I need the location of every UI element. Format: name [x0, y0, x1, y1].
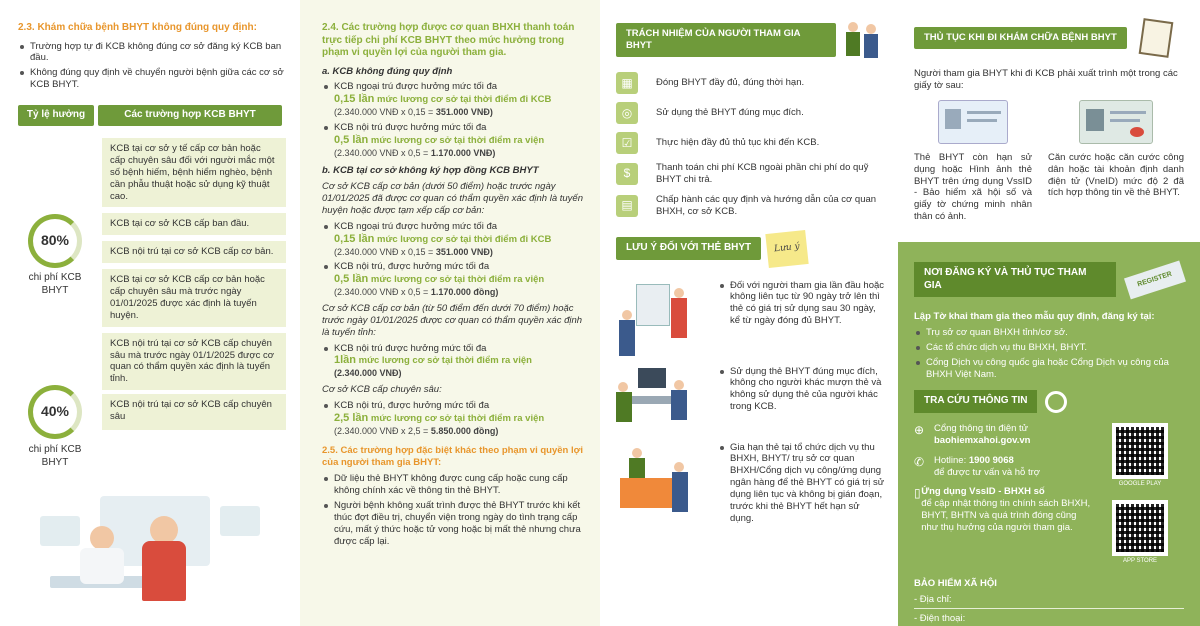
intro-provincial-level: Cơ sở KCB cấp cơ bản (từ 50 điểm đến dưới 70 điểm) hoặc trước ngày 01/01/2025 được cơ quan có thẩm quyền xác định là tuyến tỉnh:	[322, 302, 583, 338]
registration-title: Lập Tờ khai tham gia theo mẫu quy định, đăng ký tại:	[914, 311, 1155, 322]
rate-80-caption: chi phí KCB BHYT	[28, 272, 82, 296]
card-notes-list	[616, 280, 886, 528]
calendar-icon: ▦	[616, 72, 638, 94]
case-box: KCB nội trú tại cơ sở KCB cấp cơ bản.	[102, 241, 286, 263]
basic-level-list	[322, 221, 586, 299]
section-2-5-list	[322, 473, 586, 547]
list-item: Dữ liệu thẻ BHYT không được cung cấp hoặc cung cấp không chính xác về thông tin thẻ BHYT.	[322, 473, 586, 497]
app-row: ▯ Ứng dụng VssID - BHXH số để cập nhật thông tin chính sách BHXH, BHYT, BHTN và quá trình đóng cũng như thụ hưởng của người tham gia.	[914, 486, 1091, 533]
subsection-a: a. KCB không đúng quy định	[322, 65, 453, 77]
payment-icon: $	[616, 163, 638, 185]
list-item: KCB nội trú được hưởng mức tối đa 1lần mức lương cơ sở tại thời điểm ra viện (2.340.000 VNĐ)	[322, 343, 586, 381]
col-header-cases: Các trường hợp KCB BHYT	[98, 105, 282, 126]
case-box: KCB nội trú tại cơ sở KCB cấp chuyên sâu mà trước ngày 01/1/2025 được cơ quan có thẩm quyền xác định là tuyến tỉnh.	[102, 333, 286, 391]
website-link[interactable]: baohiemxahoi.gov.vn	[934, 434, 1031, 446]
list-item: KCB ngoại trú được hưởng mức tối đa 0,15 lần mức lương cơ sở tại thời điểm đi KCB (2.340.000 VNĐ x 0,15 = 351.000 VNĐ)	[322, 81, 586, 119]
list-item: Các tổ chức dịch vụ thu BHXH, BHYT.	[914, 342, 1184, 354]
magnifier-icon	[1045, 391, 1067, 413]
case-box: KCB tại cơ sở KCB cấp cơ bản hoặc cấp chuyên sâu mà trước ngày 01/01/2025 được xác định là tuyến huyện.	[102, 269, 286, 327]
hotline-number[interactable]: 1900 9068	[968, 454, 1014, 466]
cases-80	[102, 138, 286, 396]
card-notes-banner: LƯU Ý ĐỐI VỚI THẺ BHYT	[616, 237, 761, 260]
table-header	[18, 105, 286, 126]
list-item: ◎ Sử dụng thẻ BHYT đúng mục đích.	[616, 102, 886, 124]
health-card-image	[938, 100, 1008, 144]
list-item: Trường hợp tự đi KCB không đúng cơ sở đăng ký KCB ban đầu.	[18, 41, 286, 65]
address-line: - Địa chỉ:	[914, 594, 1184, 609]
document-icon	[1138, 18, 1173, 58]
rate-40-circle: 40%	[28, 385, 82, 439]
app-store-qr[interactable]	[1112, 500, 1168, 556]
section-2-4-title: 2.4. Các trường hợp được cơ quan BHXH thanh toán trực tiếp chi phí KCB BHYT theo mức hưởng trong phạm vi quyền lợi của người tham gia.	[322, 22, 575, 58]
id-card-image	[1079, 100, 1153, 144]
doctor-patient-illustration	[30, 486, 280, 626]
section-2-3-list	[18, 41, 286, 92]
hotline-row: ✆ Hotline: 1900 9068 để được tư vấn và hỗ trợ	[914, 454, 1040, 478]
case-box: KCB tại cơ sở KCB cấp ban đầu.	[102, 213, 286, 235]
section-2-5-title: 2.5. Các trường hợp đặc biệt khác theo phạm vi quyền lợi của người tham gia BHYT:	[322, 445, 583, 469]
col-header-rate: Tỷ lệ hưởng	[18, 105, 94, 126]
panel-4	[898, 0, 1200, 626]
list-item: Người bệnh không xuất trình được thẻ BHYT trước khi kết thúc đợt điều trị, chuyển viện trong ngày do tình trạng cấp cứu, mất ý thức hoặc tử vong hoặc bị mất thẻ nhưng chưa được cấp lại.	[322, 500, 586, 548]
checklist-icon: ☑	[616, 132, 638, 154]
list-item: KCB nội trú, được hưởng mức tối đa 2,5 lần mức lương cơ sở tại thời điểm ra viện (2.340.000 VNĐ x 2,5 = 5.850.000 đồng)	[322, 400, 586, 438]
responsibility-list	[616, 72, 886, 218]
list-item: ▦ Đóng BHYT đầy đủ, đúng thời hạn.	[616, 72, 886, 94]
responsibility-banner: TRÁCH NHIỆM CỦA NGƯỜI THAM GIA BHYT	[616, 23, 836, 57]
sticky-note-icon: Lưu ý	[766, 230, 809, 268]
provincial-level-list	[322, 343, 586, 381]
globe-icon: ⊕	[914, 422, 925, 437]
google-play-qr[interactable]	[1112, 423, 1168, 479]
panel-2	[300, 0, 600, 626]
list-item: KCB nội trú được hưởng mức tối đa 0,5 lần mức lương cơ sở tại thời điểm ra viện (2.340.000 VNĐ x 0,5 = 1.170.000 VNĐ)	[322, 122, 586, 160]
case-box: KCB tại cơ sở y tế cấp cơ bản hoặc cấp chuyên sâu đối với người mắc một số bệnh hiếm, bệnh hiểm nghèo, bệnh cần phẫu thuật hoặc sử dụng kỹ thuật cao.	[102, 138, 286, 207]
panel-1	[0, 0, 300, 626]
target-icon: ◎	[616, 102, 638, 124]
phone-line: - Điện thoại:	[914, 613, 1184, 626]
website-row: ⊕ Cổng thông tin điện tử baohiemxahoi.gov.vn	[914, 422, 1031, 446]
list-item: Cổng Dịch vụ công quốc gia hoặc Cổng Dịch vụ công của BHXH Việt Nam.	[914, 357, 1184, 381]
rate-80-circle: 80%	[28, 214, 82, 268]
list-item: KCB ngoại trú được hưởng mức tối đa 0,15 lần mức lương cơ sở tại thời điểm đi KCB (2.340.000 VNĐ x 0,15 = 351.000 VNĐ)	[322, 221, 586, 259]
panel-3	[600, 0, 898, 626]
list-item: Sử dụng thẻ BHYT đúng mục đích, không cho người khác mượn thẻ và không sử dụng thẻ của người khác trong KCB.	[616, 366, 886, 436]
intro-specialized-level: Cơ sở KCB cấp chuyên sâu:	[322, 384, 442, 395]
mobile-icon: ▯	[914, 486, 921, 501]
procedure-section	[898, 0, 1200, 242]
registration-section	[898, 242, 1200, 626]
registration-list	[914, 327, 1184, 381]
service-counter-illustration	[616, 442, 702, 522]
list-item: KCB nội trú, được hưởng mức tối đa 0,5 lần mức lương cơ sở tại thời điểm ra viện (2.340.000 VNĐ x 0,5 = 1.170.000 đồng)	[322, 261, 586, 299]
case-box-40: KCB nội trú tại cơ sở KCB cấp chuyên sâu	[102, 394, 286, 430]
document-icon: ▤	[616, 195, 638, 217]
procedure-intro: Người tham gia BHYT khi đi KCB phải xuất trình một trong các giấy tờ sau:	[914, 68, 1178, 91]
lookup-banner: TRA CỨU THÔNG TIN	[914, 390, 1037, 413]
list-item: ▤ Chấp hành các quy định và hướng dẫn của cơ quan BHXH, cơ sở KCB.	[616, 194, 886, 218]
section-2-3-title: 2.3. Khám chữa bệnh BHYT không đúng quy định:	[18, 22, 257, 33]
people-illustration	[842, 22, 886, 58]
register-badge: REGISTER	[1124, 260, 1186, 299]
intro-basic-level: Cơ sở KCB cấp cơ bản (dưới 50 điểm) hoặc trước ngày 01/01/2025 đã được cơ quan có thẩm quyền xác định là tuyến huyện hoặc được tạm xếp cấp cơ bản:	[322, 181, 583, 216]
subsection-b: b. KCB tại cơ sở không ký hợp đồng KCB BHYT	[322, 165, 539, 177]
google-play-label: GOOGLE PLAY	[1118, 480, 1162, 487]
list-item: ☑ Thực hiện đầy đủ thủ tục khi đến KCB.	[616, 132, 886, 154]
subsection-a-list	[322, 81, 586, 159]
doctor-desk-illustration	[616, 366, 702, 436]
list-item: Không đúng quy định về chuyển người bệnh giữa các cơ sở KCB BHYT.	[18, 67, 286, 91]
list-item: $ Thanh toán chi phí KCB ngoài phần chi phí do quỹ BHYT chi trả.	[616, 162, 886, 186]
footer-title: BẢO HIỂM XÃ HỘI	[914, 577, 997, 589]
phone-icon: ✆	[914, 454, 925, 469]
people-board-illustration	[616, 280, 702, 360]
list-item: Trụ sở cơ quan BHXH tỉnh/cơ sở.	[914, 327, 1184, 339]
specialized-level-list	[322, 400, 586, 438]
app-store-label: APP STORE	[1122, 558, 1158, 565]
registration-banner: NƠI ĐĂNG KÝ VÀ THỦ TỤC THAM GIA	[914, 262, 1116, 297]
rate-40-caption: chi phí KCB BHYT	[28, 444, 82, 468]
list-item: Đối với người tham gia lần đầu hoặc không liên tục từ 90 ngày trở lên thì thẻ có giá trị sử dụng sau 30 ngày, kể từ ngày đóng đủ BHYT.	[616, 280, 886, 360]
id-card-text: Căn cước hoặc căn cước công dân hoặc tài khoản định danh điện tử (VneID) mức độ 2 đã tích hợp thông tin về thẻ BHYT.	[1048, 151, 1184, 199]
health-card-text: Thẻ BHYT còn hạn sử dụng hoặc Hình ảnh thẻ BHYT trên ứng dụng VssID - Bảo hiểm xã hội số và giấy tờ chứng minh nhân thân có ảnh.	[914, 151, 1032, 223]
procedure-banner: THỦ TỤC KHI ĐI KHÁM CHỮA BỆNH BHYT	[914, 27, 1127, 49]
list-item: Gia hạn thẻ tại tổ chức dịch vụ thu BHXH, BHYT/ trụ sở cơ quan BHXH/Cổng dịch vụ công/ứng dụng ngân hàng để thẻ BHYT có giá trị sử dụng liên tục và không bị gián đoạn, trước khi thẻ BHYT hết hạn sử dụng.	[616, 442, 886, 528]
